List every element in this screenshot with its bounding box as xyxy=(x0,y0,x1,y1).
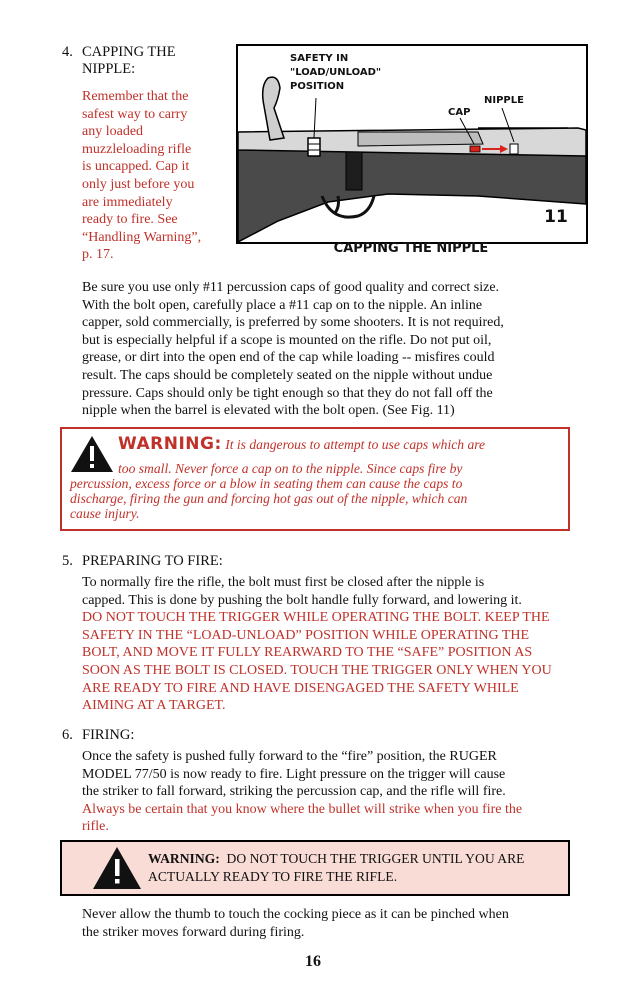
page-number: 16 xyxy=(305,953,321,970)
section-4-title-line1: CAPPING THE xyxy=(82,44,176,60)
safety-label-line: SAFETY IN xyxy=(290,53,349,64)
caution-line: rifle. xyxy=(82,819,109,835)
caution-line: ARE READY TO FIRE AND HAVE DISENGAGED THE SAFETY WHILE xyxy=(82,680,519,696)
bolt-handle xyxy=(263,77,284,140)
note-line: “Handling Warning”, xyxy=(82,229,202,245)
nipple xyxy=(510,144,518,154)
body-line: Be sure you use only #11 percussion caps of good quality and correct size. xyxy=(82,280,500,295)
note-line: safest way to carry xyxy=(82,106,188,122)
rifle-stock xyxy=(238,142,586,242)
figure-number: 11 xyxy=(544,207,568,227)
section-4-safety-note xyxy=(82,88,232,264)
section-6-title: FIRING: xyxy=(82,727,135,743)
warning-2-text xyxy=(148,850,558,885)
figure-caption: CAPPING THE NIPPLE xyxy=(333,241,489,256)
safety-position-label xyxy=(290,52,381,94)
section-4-body xyxy=(82,279,582,420)
warning-line: cause injury. xyxy=(70,506,140,522)
caution-line: SAFETY IN THE “LOAD-UNLOAD” POSITION WHILE OPERATING THE xyxy=(82,627,530,643)
caution-line: Always be certain that you know where the bullet will strike when you fire the xyxy=(82,801,523,817)
warning-body xyxy=(70,476,564,522)
safety-label-line: POSITION xyxy=(290,81,345,92)
body-line: the striker to fall forward, striking the percussion cap, and the rifle will fire. xyxy=(82,784,506,800)
body-line: but is especially helpful if a scope is mounted on the rifle. Do not put oil, xyxy=(82,332,492,348)
note-line: any loaded xyxy=(82,124,144,140)
body-line: nipple when the barrel is elevated with the bolt open. (See Fig. 11) xyxy=(82,403,455,419)
warning-second-line: too small. Never force a cap on to the nipple. Since caps fire by xyxy=(118,461,463,476)
body-line: result. The caps should be completely seated on the nipple without undue xyxy=(82,367,493,383)
nipple-label: NIPPLE xyxy=(484,95,524,106)
warning-line: percussion, excess force or a blow in seating them can cause the caps to xyxy=(70,476,463,491)
section-5-body xyxy=(82,574,582,715)
step-number-4: 4. xyxy=(62,44,73,60)
caution-line: BOLT, AND MOVE IT FULLY REARWARD TO THE “SAFE” POSITION AS xyxy=(82,645,533,661)
body-line: pressure. Caps should only be tight enough so that they do not fall off the xyxy=(82,385,493,401)
body-line: To normally fire the rifle, the bolt must first be closed after the nipple is xyxy=(82,575,485,590)
percussion-cap xyxy=(470,146,480,152)
note-line: muzzleloading rifle xyxy=(82,141,192,157)
note-line: Remember that the xyxy=(82,89,189,104)
section-4-title-line2: NIPPLE: xyxy=(82,61,136,77)
step-number-6: 6. xyxy=(62,727,73,743)
cap-label: CAP xyxy=(448,107,471,118)
section-4-title xyxy=(82,44,176,78)
step-number-5: 5. xyxy=(62,553,73,569)
warning-triangle-icon xyxy=(70,435,114,473)
safety-lever xyxy=(308,138,320,156)
figure-11 xyxy=(236,44,588,244)
note-line: ready to fire. See xyxy=(82,212,178,228)
note-line: is uncapped. Cap it xyxy=(82,159,190,175)
warning-line: discharge, firing the gun and forcing hot gas out of the nipple, which can xyxy=(70,491,468,507)
body-line: capped. This is done by pushing the bolt handle fully forward, and lowering it. xyxy=(82,592,522,608)
body-line: capper, sold commercially, is preferred by some shooters. It is not required, xyxy=(82,315,504,331)
note-line: p. 17. xyxy=(82,247,114,263)
closing-paragraph xyxy=(82,906,582,941)
caution-line: SOON AS THE BOLT IS CLOSED. TOUCH THE TRIGGER ONLY WHEN YOU xyxy=(82,662,552,678)
warning-triangle-icon xyxy=(92,846,142,890)
body-line: grease, or dirt into the open end of the cap while loading -- misfires could xyxy=(82,350,495,366)
body-line: the striker moves forward during firing. xyxy=(82,924,305,940)
warning-box-trigger xyxy=(60,840,570,896)
bolt-body xyxy=(358,132,483,146)
safety-label-line: "LOAD/UNLOAD" xyxy=(290,67,382,78)
caution-line: DO NOT TOUCH THE TRIGGER WHILE OPERATING THE BOLT. KEEP THE xyxy=(82,610,550,626)
warning-box-caps xyxy=(60,427,570,531)
warning-2-line2: ACTUALLY READY TO FIRE THE RIFLE. xyxy=(148,868,398,884)
magazine xyxy=(346,152,362,190)
body-line: Once the safety is pushed fully forward to the “fire” position, the RUGER xyxy=(82,749,497,764)
warning-heading: WARNING: xyxy=(148,851,220,866)
note-line: are immediately xyxy=(82,194,173,210)
body-line: MODEL 77/50 is now ready to fire. Light pressure on the trigger will cause xyxy=(82,766,506,782)
caution-line: AIMING AT A TARGET. xyxy=(82,698,226,714)
note-line: only just before you xyxy=(82,176,195,192)
warning-heading: WARNING: xyxy=(118,434,222,454)
section-5-title: PREPARING TO FIRE: xyxy=(82,553,223,569)
warning-first-line xyxy=(118,434,562,454)
body-line: Never allow the thumb to touch the cocking piece as it can be pinched when xyxy=(82,907,509,922)
warning-line: DO NOT TOUCH THE TRIGGER UNTIL YOU ARE xyxy=(226,851,525,866)
section-6-body xyxy=(82,748,582,836)
warning-2-line1 xyxy=(148,850,558,868)
body-line: With the bolt open, carefully place a #11 cap on to the nipple. An inline xyxy=(82,297,483,313)
warning-line: It is dangerous to attempt to use caps which are xyxy=(225,437,486,452)
